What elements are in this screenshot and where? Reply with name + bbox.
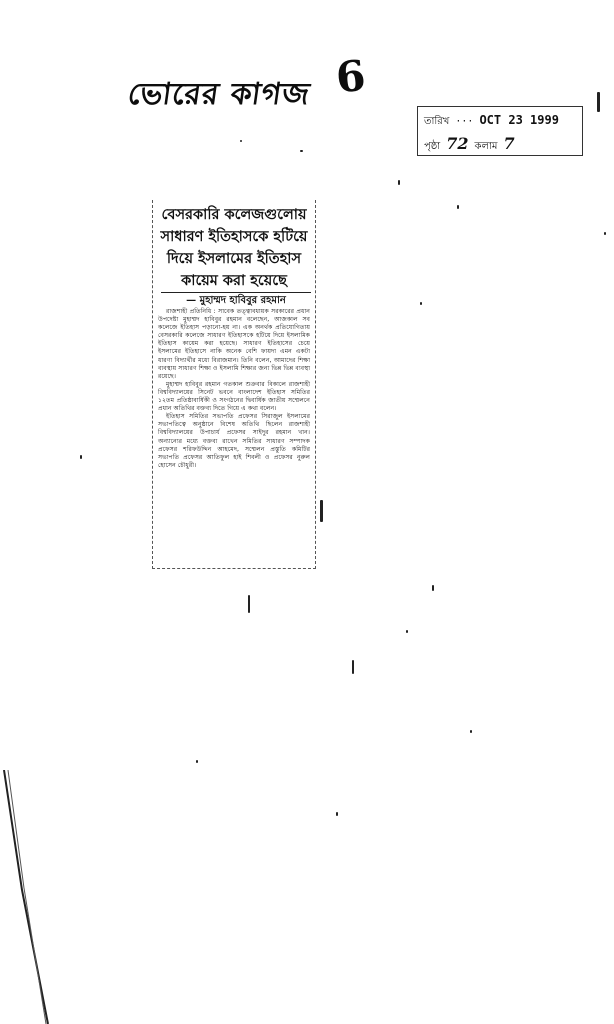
scan-speck <box>398 180 400 185</box>
headline-line: দিয়ে ইসলামের ইতিহাস <box>166 251 302 267</box>
scan-speck <box>432 585 434 591</box>
scan-speck <box>457 205 459 209</box>
date-value: OCT 23 1999 <box>479 113 559 127</box>
scan-speck <box>300 150 303 152</box>
scan-speck <box>352 660 354 674</box>
scan-speck <box>597 92 600 112</box>
scan-speck <box>420 302 422 305</box>
page-value: 72 <box>446 134 469 153</box>
scan-speck <box>406 630 408 633</box>
scan-speck <box>470 730 472 733</box>
article-paragraph: মুহাম্মদ হাবিবুর রহমান গতকাল শুক্রবার বিকালে রাজশাহী বিশ্ববিদ্যালয়ের সিনেট ভবনে বাংলাদেশ ইতিহাস সমিতির ১২তম প্রতিষ্ঠাবার্ষিকী ও সংগঠনের দ্বিবার্ষিক জাতীয় সম্মেলনে প্রধান অতিথির বক্তব্য দিতে গিয়ে এ কথা বলেন। <box>158 380 310 413</box>
article-paragraph: ইতিহাস সমিতির সভাপতি প্রফেসর সিরাজুল ইসলামের সভাপতিত্বে অনুষ্ঠানে বিশেষ অতিথি ছিলেন রাজশাহী বিশ্ববিদ্যালয়ের উপাচার্য প্রফেসর সাইদুর রহমান খান। অন্যান্যের মধ্যে বক্তব্য রাখেন সমিতির সাধারণ সম্পাদক প্রফেসর শরিফউদ্দিন আহমেদ, সম্মেলন প্রস্তুতি কমিটির সভাপতি প্রফেসর আতিফুল হাই শিবলী ও প্রফেসর নুরুল হোসেন চৌধুরী। <box>158 413 310 469</box>
column-value: 7 <box>503 134 515 153</box>
page-label: পৃষ্ঠা <box>424 141 441 152</box>
headline-line: কায়েম করা হয়েছে <box>181 273 287 289</box>
newspaper-masthead: ভোরের কাগজ <box>125 77 313 112</box>
handwritten-page-number: 6 <box>333 50 368 103</box>
article-body <box>158 308 310 470</box>
article-headline <box>159 204 309 292</box>
scan-speck <box>336 812 338 816</box>
newspaper-clipping <box>152 200 316 569</box>
scan-speck <box>196 760 198 763</box>
headline-line: সাধারণ ইতিহাসকে হটিয়ে <box>160 229 308 245</box>
scan-speck <box>248 595 250 613</box>
scan-speck <box>80 455 82 459</box>
date-stamp <box>417 106 583 156</box>
date-label: তারিখ ··· <box>424 116 474 127</box>
article-paragraph: রাজশাহী প্রতিনিধি : সাবেক তত্ত্বাবধায়ক সরকারের প্রধান উপদেষ্টা মুহাম্মদ হাবিবুর রহমান বলেছেন, আজকাল সব কলেজে ইতিহাস পড়ানো-হয় না। এক অনর্থক প্রতিযোগিতায় বেসরকারি কলেজে সাধারণ ইতিহাসকে হটিয়ে দিয়ে ইসলামিক ইতিহাস কায়েম করা হয়েছে। সাধারণ ইতিহাসের চেয়ে ইসলামের ইতিহাসে নাকি অনেক বেশি ফায়দা এমন একটা ধারণা বিদ্যার্থীর মধ্যে বিরাজমান। তিনি বলেন, আমাদের শিক্ষা ব্যবস্থায় সাধারণ শিক্ষা ও ইসলামি শিক্ষার জন্য ভিন্ন ভিন্ন ব্যবস্থা রয়েছে। <box>158 308 310 380</box>
scan-speck <box>320 500 323 522</box>
scan-speck <box>240 140 242 142</box>
column-label: কলাম <box>474 141 498 152</box>
headline-line: বেসরকারি কলেজগুলোয় <box>161 207 307 223</box>
scan-speck <box>604 232 606 235</box>
article-byline: — মুহাম্মদ হাবিবুর রহমান <box>161 292 311 310</box>
page-fold-line <box>2 770 52 1024</box>
